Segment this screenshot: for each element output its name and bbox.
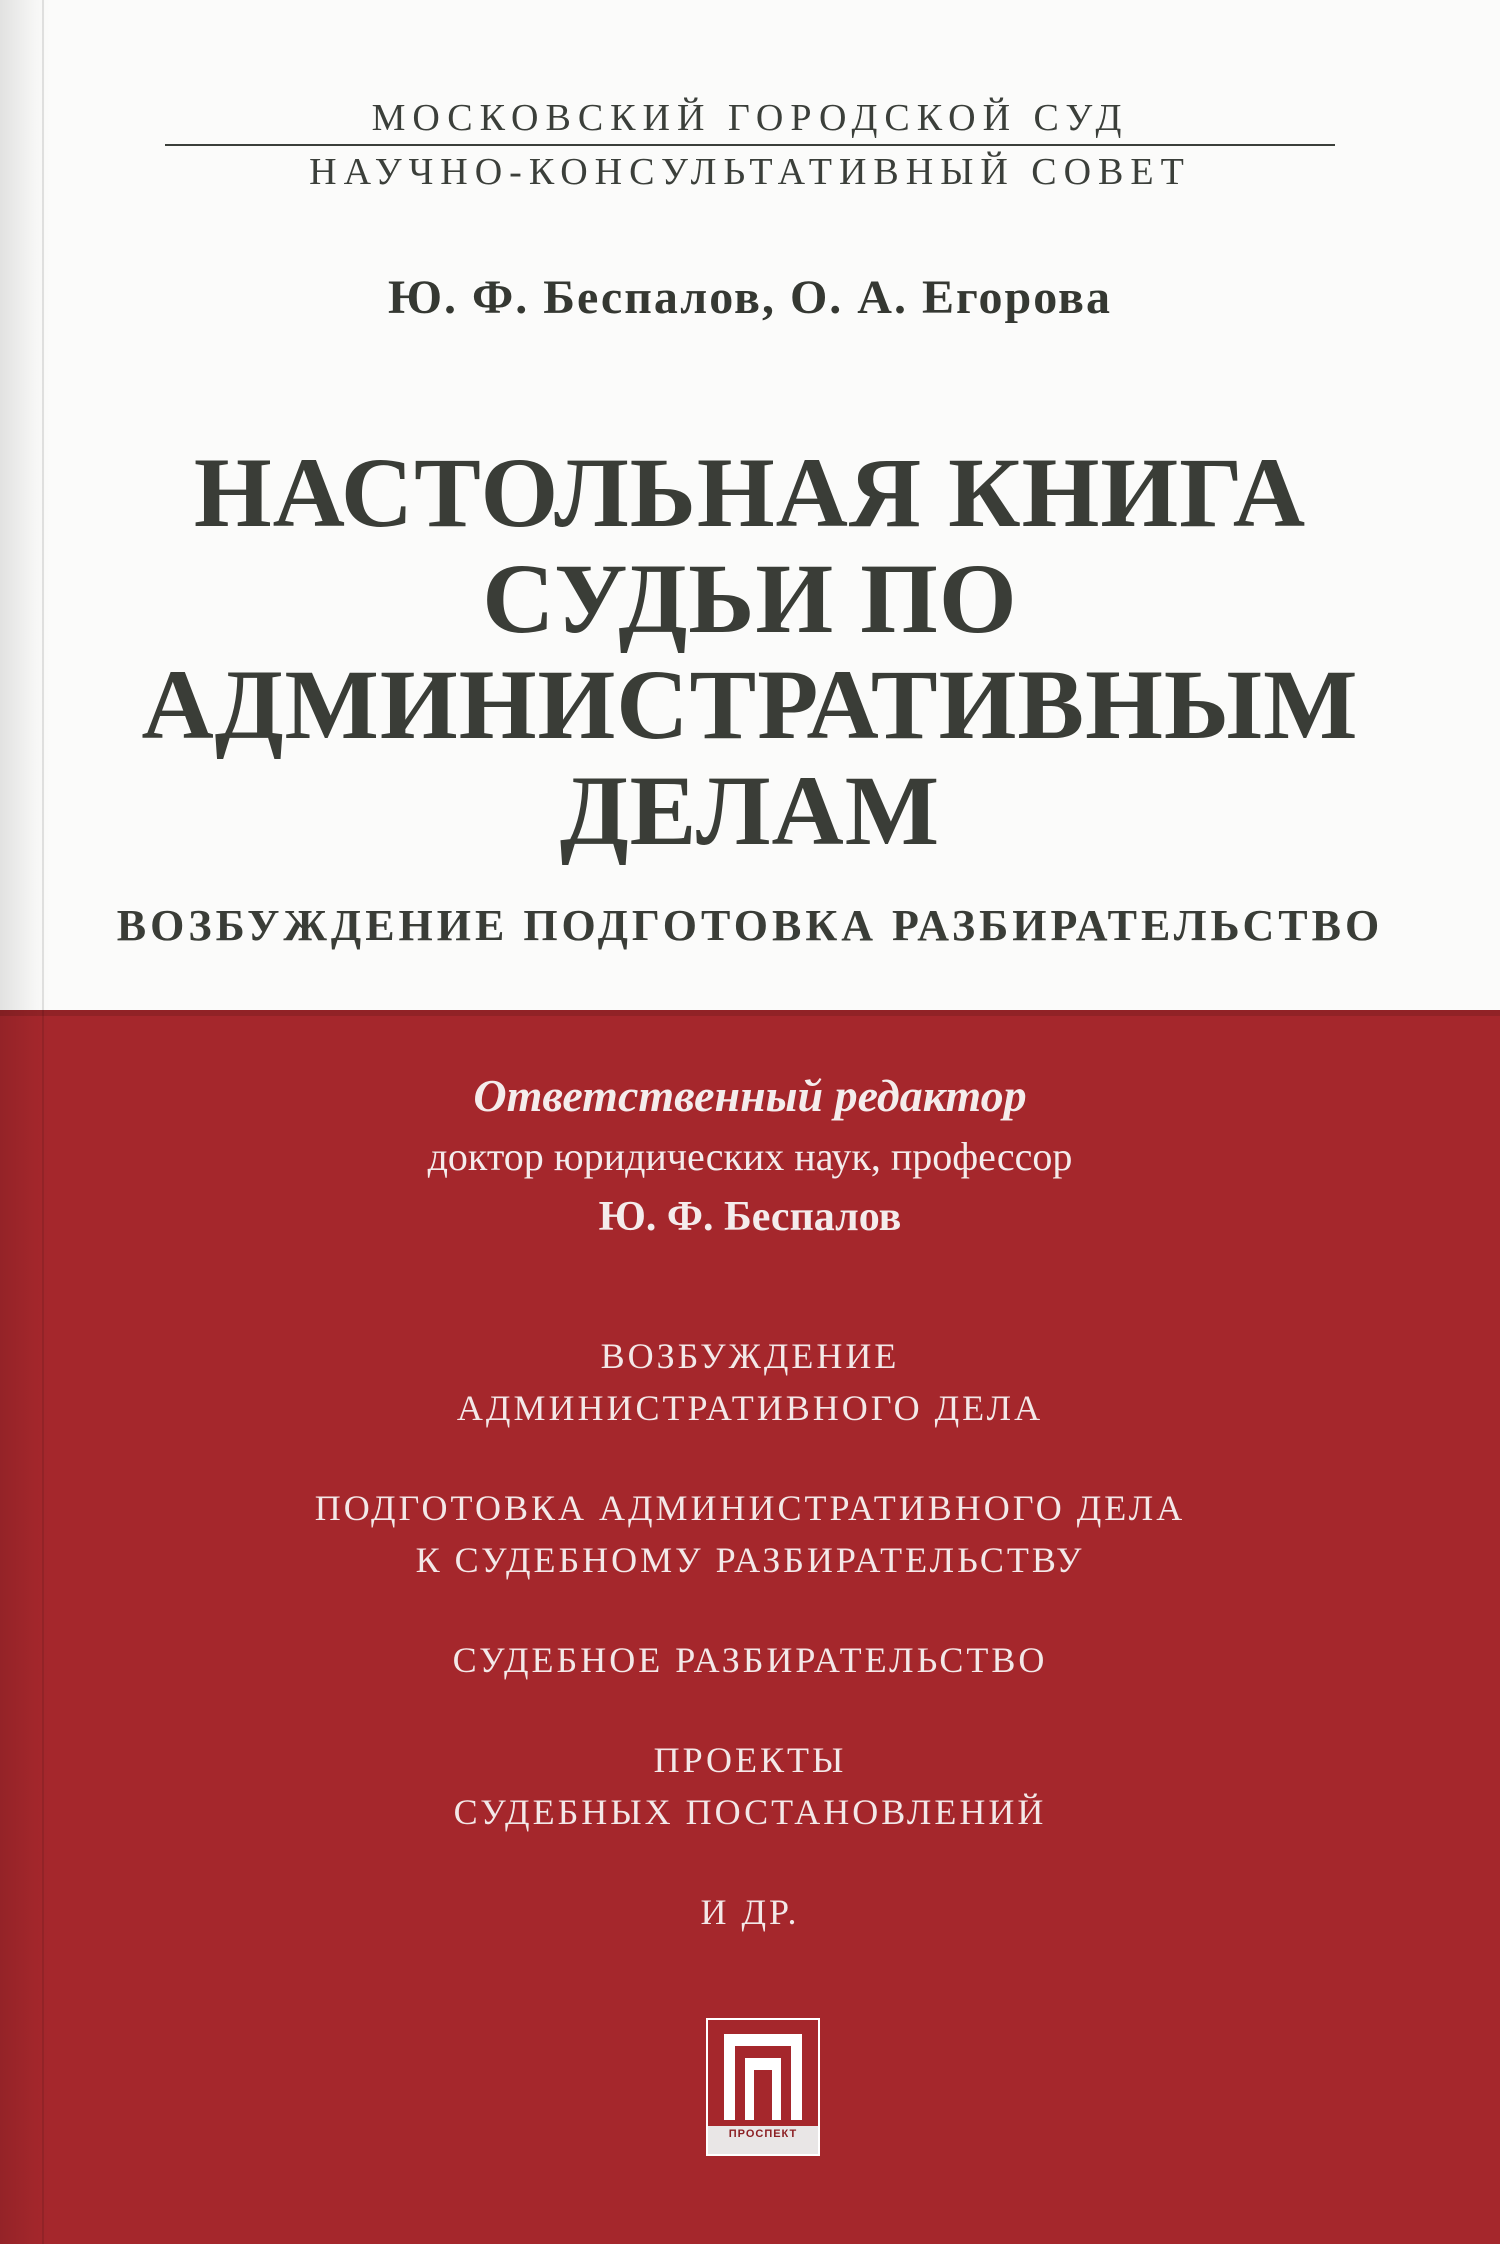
topic-item [0, 1330, 1500, 1434]
topic-item [0, 1634, 1500, 1686]
title-line: НАСТОЛЬНАЯ КНИГА [193, 437, 1307, 548]
topic-line: СУДЕБНЫХ ПОСТАНОВЛЕНИЙ [453, 1792, 1047, 1832]
book-title [0, 437, 1500, 866]
topic-line: ПОДГОТОВКА АДМИНИСТРАТИВНОГО ДЕЛА [314, 1488, 1186, 1528]
topic-line: ВОЗБУЖДЕНИЕ [600, 1336, 900, 1376]
book-subtitle: ВОЗБУЖДЕНИЕ ПОДГОТОВКА РАЗБИРАТЕЛЬСТВО [116, 901, 1384, 950]
spine-hinge [42, 0, 44, 2244]
topic-line: СУДЕБНОЕ РАЗБИРАТЕЛЬСТВО [452, 1640, 1048, 1680]
prospekt-arch-logo-icon [708, 2020, 818, 2126]
topic-item [0, 1482, 1500, 1586]
topic-line: И ДР. [700, 1892, 800, 1932]
topic-item [0, 1734, 1500, 1838]
publisher-name: ПРОСПЕКТ [728, 2128, 798, 2140]
editor-degree: доктор юридических наук, профессор [427, 1134, 1073, 1179]
council-name: НАУЧНО-КОНСУЛЬТАТИВНЫЙ СОВЕТ [309, 151, 1191, 193]
court-name: МОСКОВСКИЙ ГОРОДСКОЙ СУД [371, 97, 1129, 139]
authors: Ю. Ф. Беспалов, О. А. Егорова [388, 271, 1112, 324]
editor-block [0, 1064, 1500, 1248]
publisher-logo [706, 2018, 820, 2156]
title-line: АДМИНИСТРАТИВНЫМ [141, 649, 1359, 760]
editor-name: Ю. Ф. Беспалов [598, 1194, 902, 1240]
title-line: ДЕЛАМ [559, 755, 941, 866]
topic-item [0, 1886, 1500, 1938]
topic-line: ПРОЕКТЫ [653, 1740, 847, 1780]
editor-role: Ответственный редактор [473, 1070, 1027, 1121]
court-header [0, 92, 1500, 198]
topics-list [0, 1330, 1500, 1986]
topic-line: АДМИНИСТРАТИВНОГО ДЕЛА [456, 1388, 1044, 1428]
topic-line: К СУДЕБНОМУ РАЗБИРАТЕЛЬСТВУ [415, 1540, 1085, 1580]
title-line: СУДЬИ ПО [482, 543, 1018, 654]
